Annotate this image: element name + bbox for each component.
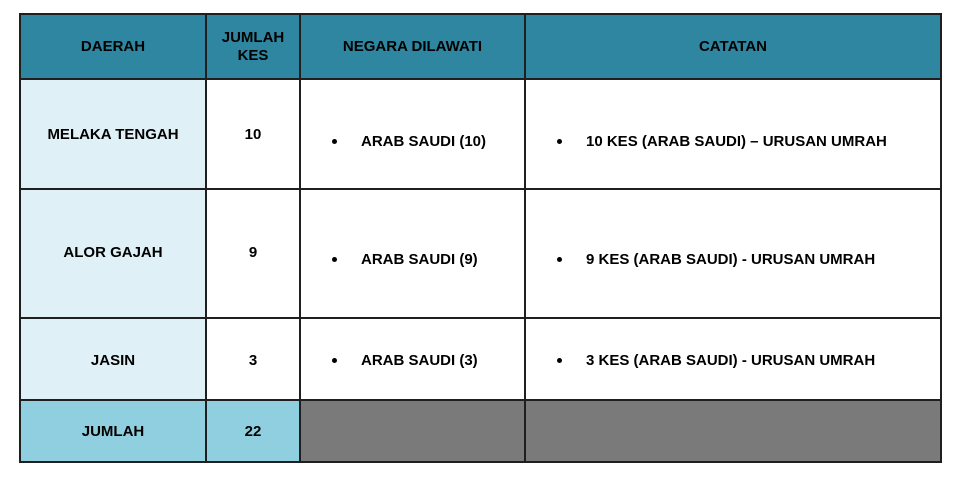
table-row — [20, 79, 941, 189]
note-cell — [525, 318, 941, 400]
note-text: 10 KES (ARAB SAUDI) – URUSAN UMRAH — [586, 132, 887, 150]
note-cell — [525, 189, 941, 318]
bullet-icon — [557, 358, 562, 363]
table-row — [20, 189, 941, 318]
cases-table — [19, 13, 942, 463]
header-row — [20, 14, 941, 79]
table-row — [20, 318, 941, 400]
country-text: ARAB SAUDI (9) — [361, 251, 478, 268]
bullet-icon — [332, 257, 337, 262]
country-cell — [300, 318, 525, 400]
header-daerah: DAERAH — [20, 14, 206, 79]
case-count-cell: 9 — [206, 189, 300, 318]
header-jumlah-kes-line1: JUMLAH — [221, 28, 285, 46]
empty-cell — [300, 400, 525, 462]
note-text: 3 KES (ARAB SAUDI) - URUSAN UMRAH — [586, 351, 876, 369]
header-jumlah-kes-line2: KES — [237, 46, 269, 64]
country-text: ARAB SAUDI (3) — [361, 351, 478, 369]
case-count-cell: 3 — [206, 318, 300, 400]
total-value: 22 — [206, 400, 300, 462]
note-cell — [525, 79, 941, 189]
case-count-cell: 10 — [206, 79, 300, 189]
note-text: 9 KES (ARAB SAUDI) - URUSAN UMRAH — [586, 251, 876, 268]
district-cell: ALOR GAJAH — [20, 189, 206, 318]
bullet-icon — [332, 358, 337, 363]
header-negara-dilawati: NEGARA DILAWATI — [300, 14, 525, 79]
total-label: JUMLAH — [20, 400, 206, 462]
country-cell — [300, 79, 525, 189]
country-text: ARAB SAUDI (10) — [361, 132, 487, 150]
district-cell: JASIN — [20, 318, 206, 400]
header-jumlah-kes — [206, 14, 300, 79]
header-catatan: CATATAN — [525, 14, 941, 79]
empty-cell — [525, 400, 941, 462]
district-cell: MELAKA TENGAH — [20, 79, 206, 189]
bullet-icon — [332, 139, 337, 144]
bullet-icon — [557, 257, 562, 262]
total-row — [20, 400, 941, 462]
country-cell — [300, 189, 525, 318]
bullet-icon — [557, 139, 562, 144]
